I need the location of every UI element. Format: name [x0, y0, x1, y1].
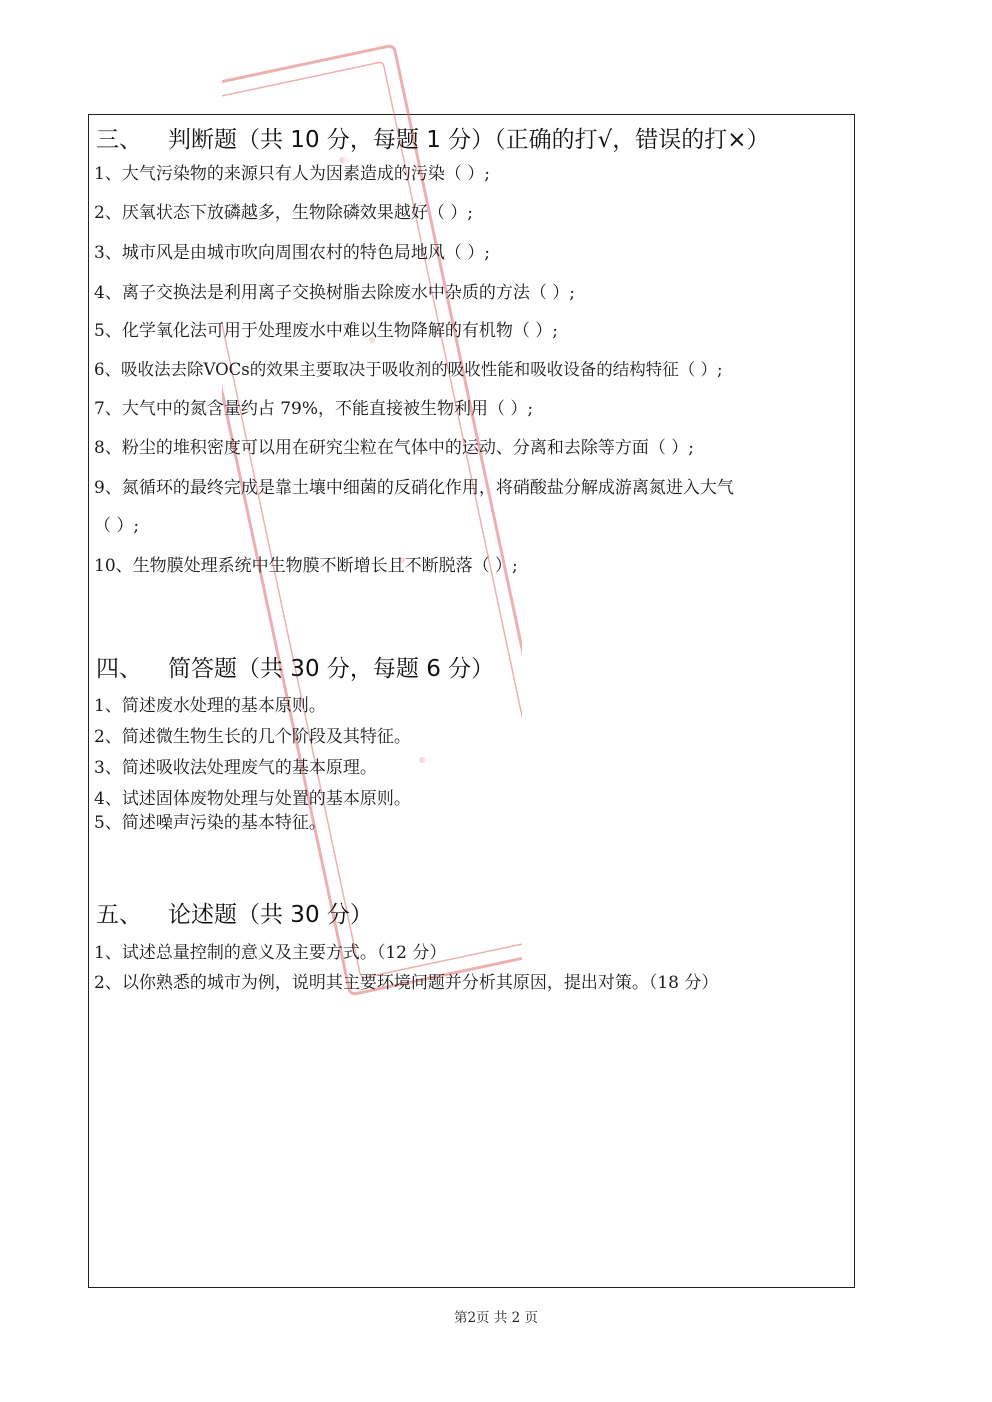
- essay-item-2: 2、以你熟悉的城市为例，说明其主要环境问题并分析其原因，提出对策。（18 分）: [94, 973, 719, 993]
- short-item-1: 1、简述废水处理的基本原则。: [94, 696, 326, 716]
- judge-item-4: 4、离子交换法是利用离子交换树脂去除废水中杂质的方法（ ）;: [94, 283, 575, 303]
- short-item-4: 4、试述固体废物处理与处置的基本原则。: [94, 789, 411, 809]
- short-item-2: 2、简述微生物生长的几个阶段及其特征。: [94, 727, 411, 747]
- judge-item-8: 8、粉尘的堆积密度可以用在研究尘粒在气体中的运动、分离和去除等方面（ ）;: [94, 438, 694, 458]
- section3-number: 三、: [96, 127, 142, 153]
- judge-item-9-cont: （ ）;: [94, 516, 140, 536]
- section3-heading: [96, 121, 770, 154]
- section4-title: 简答题（共 30 分，每题 6 分）: [168, 656, 495, 682]
- judge-item-6: 6、吸收法去除VOCs的效果主要取决于吸收剂的吸收性能和吸收设备的结构特征（ ）;: [94, 360, 723, 379]
- short-item-5: 5、简述噪声污染的基本特征。: [94, 813, 326, 833]
- section3-title: 判断题（共 10 分，每题 1 分）（正确的打√，错误的打×）: [168, 127, 770, 153]
- section4-number: 四、: [96, 656, 142, 682]
- essay-item-1: 1、试述总量控制的意义及主要方式。（12 分）: [94, 943, 447, 963]
- section5-heading: [96, 896, 373, 929]
- section5-number: 五、: [96, 902, 142, 928]
- judge-item-9: 9、氮循环的最终完成是靠土壤中细菌的反硝化作用，将硝酸盐分解成游离氮进入大气: [94, 478, 734, 498]
- judge-item-3: 3、城市风是由城市吹向周围农村的特色局地风（ ）;: [94, 243, 490, 263]
- judge-item-1: 1、大气污染物的来源只有人为因素造成的污染（ ）;: [94, 164, 490, 184]
- judge-item-2: 2、厌氧状态下放磷越多，生物除磷效果越好（ ）;: [94, 203, 473, 223]
- judge-item-7: 7、大气中的氮含量约占 79%，不能直接被生物利用（ ）;: [94, 399, 534, 419]
- section5-title: 论述题（共 30 分）: [168, 902, 373, 928]
- short-item-3: 3、简述吸收法处理废气的基本原理。: [94, 758, 377, 778]
- judge-item-10: 10、生物膜处理系统中生物膜不断增长且不断脱落（ ）;: [94, 556, 518, 576]
- section4-heading: [96, 650, 494, 683]
- judge-item-5: 5、化学氧化法可用于处理废水中难以生物降解的有机物（ ）;: [94, 321, 558, 341]
- page-footer: 第2页 共 2 页: [453, 1310, 539, 1326]
